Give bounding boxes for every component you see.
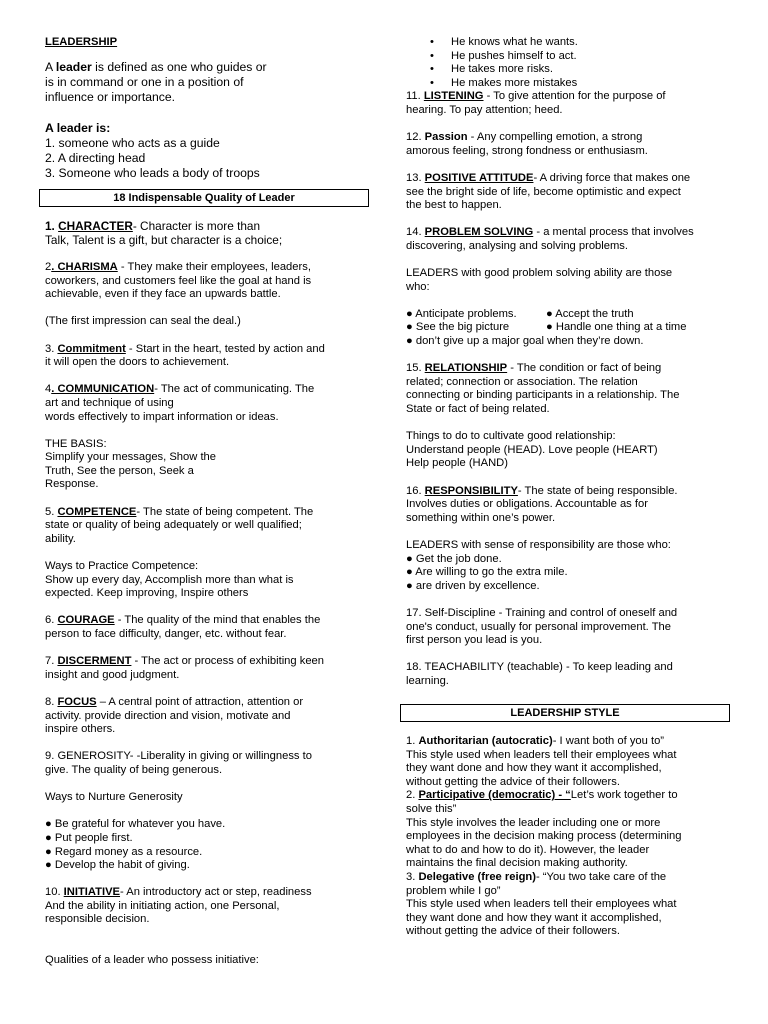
list-item: • He pushes himself to act.: [406, 50, 726, 64]
generosity-item: ● Develop the habit of giving.: [45, 859, 190, 872]
list-item: ● Are willing to go the extra mile.: [406, 566, 568, 579]
relationship-tips: Things to do to cultivate good relationship: Understand people (HEAD). Love people (HEART) Help people (HAND): [406, 430, 658, 470]
left-column: [45, 36, 365, 968]
quality-15: 15. RELATIONSHIP - The condition or fact of being related; connection or association. The relation connecting or binding participants in a relationship. The State or fact of being related.: [406, 362, 680, 416]
leadership-style-box-title: LEADERSHIP STYLE: [400, 704, 730, 722]
basis-block: THE BASIS: Simplify your messages, Show the Truth, See the person, Seek a Response.: [45, 437, 216, 491]
quality-7: 7. DISCERMENT - The act or process of exhibiting keen insight and good judgment.: [45, 655, 324, 681]
quality-18: 18. TEACHABILITY (teachable) - To keep leading and learning.: [406, 661, 673, 687]
leadership-heading: LEADERSHIP: [45, 36, 118, 48]
quality-11: 11. LISTENING - To give attention for the purpose of hearing. To pay attention; heed.: [406, 90, 666, 116]
quality-14: 14. PROBLEM SOLVING - a mental process that involves discovering, analysing and solving problems.: [406, 226, 694, 252]
problem-solving-row: ● See the big picture ● Handle one thing at a time: [406, 321, 687, 334]
generosity-item: ● Be grateful for whatever you have.: [45, 818, 226, 831]
quality-1: 1. CHARACTER- Character is more than Talk, Talent is a gift, but character is a choice;: [45, 219, 283, 247]
problem-solving-row: ● don’t give up a major goal when they’re down.: [406, 335, 644, 348]
list-item: • He takes more risks.: [406, 63, 726, 77]
leader-definition: A leader is defined as one who guides or is in command or one in a position of influence or importance.: [45, 59, 267, 104]
quality-2: 2. CHARISMA - They make their employees, leaders, coworkers, and customers feel like the goal at hand is achievable, even if they face an upwards battle.: [45, 260, 312, 301]
style-3: 3. Delegative (free reign)- “You two take care of the problem while I go” This style used when leaders tell their employees what they want done and how they want it accomplished, without getting the advice of their followers.: [406, 871, 677, 938]
list-item: • He makes more mistakes: [406, 77, 726, 91]
quality-13: 13. POSITIVE ATTITUDE- A driving force that makes one see the bright side of life, become optimistic and expect the best to happen.: [406, 171, 691, 212]
quality-2-note: (The first impression can seal the deal.): [45, 315, 241, 328]
right-column: [406, 36, 726, 939]
quality-3: 3. Commitment - Start in the heart, tested by action and it will open the doors to achievement.: [45, 342, 325, 369]
competence-ways: Ways to Practice Competence: Show up every day, Accomplish more than what is expected. Keep improving, Inspire others: [45, 560, 294, 600]
problem-solving-heading: LEADERS with good problem solving ability are those who:: [406, 267, 673, 293]
leader-is-item: 3. Someone who leads a body of troops: [45, 165, 260, 180]
quality-8: 8. FOCUS – A central point of attraction, attention or activity. provide direction and vision, motivate and inspire others.: [45, 695, 304, 736]
initiative-qualities-heading: Qualities of a leader who possess initiative:: [45, 954, 259, 967]
list-item: • He knows what he wants.: [406, 36, 726, 50]
quality-10: 10. INITIATIVE- An introductory act or step, readiness And the ability in initiating action, one Personal, responsible decision.: [45, 886, 312, 926]
list-item: ● Get the job done.: [406, 552, 502, 565]
leader-is-heading: A leader is:: [45, 120, 111, 135]
leader-is-item: 2. A directing head: [45, 150, 146, 165]
list-item: ● are driven by excellence.: [406, 579, 540, 592]
quality-9: 9. GENEROSITY- -Liberality in giving or willingness to give. The quality of being generous.: [45, 750, 312, 776]
quality-6: 6. COURAGE - The quality of the mind that enables the person to face difficulty, danger, etc. without fear.: [45, 614, 321, 640]
responsibility-heading: LEADERS with sense of responsibility are those who:: [406, 538, 671, 551]
quality-4: 4. COMMUNICATION- The act of communicating. The art and technique of using words effectively to impart information or ideas.: [45, 383, 315, 423]
generosity-item: ● Regard money as a resource.: [45, 845, 203, 858]
style-2: 2. Participative (democratic) - “Let’s work together to solve this” This style involves the leader including one or more employees in the decision making process (determining what to do and how to do it). However, the leader maintains the final decision making authority.: [406, 789, 682, 870]
leader-is-item: 1. someone who acts as a guide: [45, 135, 220, 150]
quality-12: 12. Passion - Any compelling emotion, a strong amorous feeling, strong fondness or enthusiasm.: [406, 131, 648, 157]
initiative-list: [406, 36, 726, 90]
style-1: 1. Authoritarian (autocratic)- I want both of you to” This style used when leaders tell their employees what they want done and how they want it accomplished, without getting the advice of their followers.: [406, 735, 677, 788]
problem-solving-row: ● Anticipate problems. ● Accept the truth: [406, 307, 634, 320]
quality-5: 5. COMPETENCE- The state of being competent. The state or quality of being adequately or well qualified; ability.: [45, 505, 314, 545]
quality-16: 16. RESPONSIBILITY- The state of being responsible. Involves duties or obligations. Accountable as for something within one’s power.: [406, 484, 678, 524]
generosity-ways-heading: Ways to Nurture Generosity: [45, 791, 183, 804]
generosity-item: ● Put people first.: [45, 831, 133, 844]
qualities-box-title: 18 Indispensable Quality of Leader: [39, 189, 369, 207]
quality-17: 17. Self-Discipline - Training and control of oneself and one's conduct, usually for personal improvement. The first person you lead is you.: [406, 606, 678, 647]
